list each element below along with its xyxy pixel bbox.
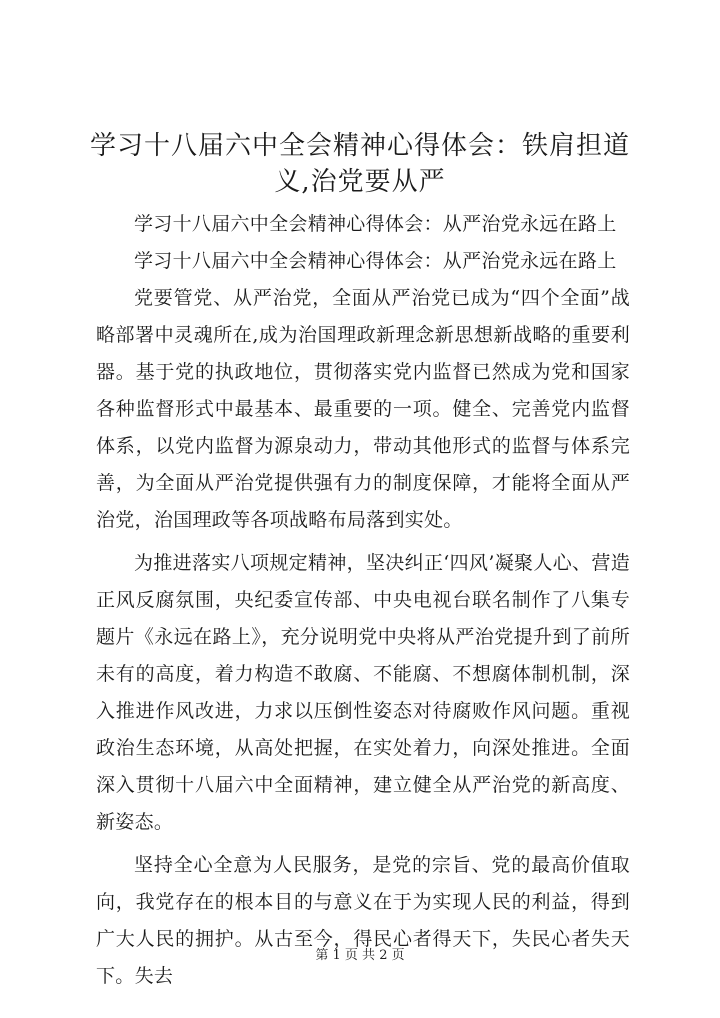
page-number: 第 1 页 共 2 页 <box>315 948 405 963</box>
body-paragraph-1: 党要管党、从严治党，全面从严治党已成为“四个全面”战略部署中灵魂所在,成为治国理政新理念新思想新战略的重要利器。基于党的执政地位，贯彻落实党内监督已然成为党和国家各种监督形式中最基本、最重要的一项。健全、完善党内监督体系，以党内监督为源泉动力，带动其他形式的监督与体系完善，为全面从严治党提供强有力的制度保障，才能将全面从严治党，治国理政等各项战略布局落到实处。 <box>96 287 630 531</box>
subtitle-line-1: 学习十八届六中全会精神心得体会：从严治党永远在路上 <box>134 213 617 235</box>
body-paragraph-3: 坚持全心全意为人民服务，是党的宗旨、党的最高价值取向，我党存在的根本目的与意义在于为实现人民的利益，得到广大人民的拥护。从古至今，得民心者得天下，失民心者失天下。失去 <box>96 854 630 987</box>
document-body <box>96 206 630 995</box>
document-title: 学习十八届六中全会精神心得体会：铁肩担道义,治党要从严 <box>89 131 630 197</box>
subtitle-line-2: 学习十八届六中全会精神心得体会：从严治党永远在路上 <box>134 250 617 272</box>
body-paragraph-2: 为推进落实八项规定精神，坚决纠正‘四风’凝聚人心、营造正风反腐氛围，央纪委宣传部、中央电视台联名制作了八集专题片《永远在路上》，充分说明党中央将从严治党提升到了前所未有的高度，着力构造不敢腐、不能腐、不想腐体制机制，深入推进作风改进，力求以压倒性姿态对待腐败作风问题。重视政治生态环境，从高处把握，在实处着力，向深处推进。全面深入贯彻十八届六中全面精神，建立健全从严治党的新高度、新姿态。 <box>96 552 630 833</box>
